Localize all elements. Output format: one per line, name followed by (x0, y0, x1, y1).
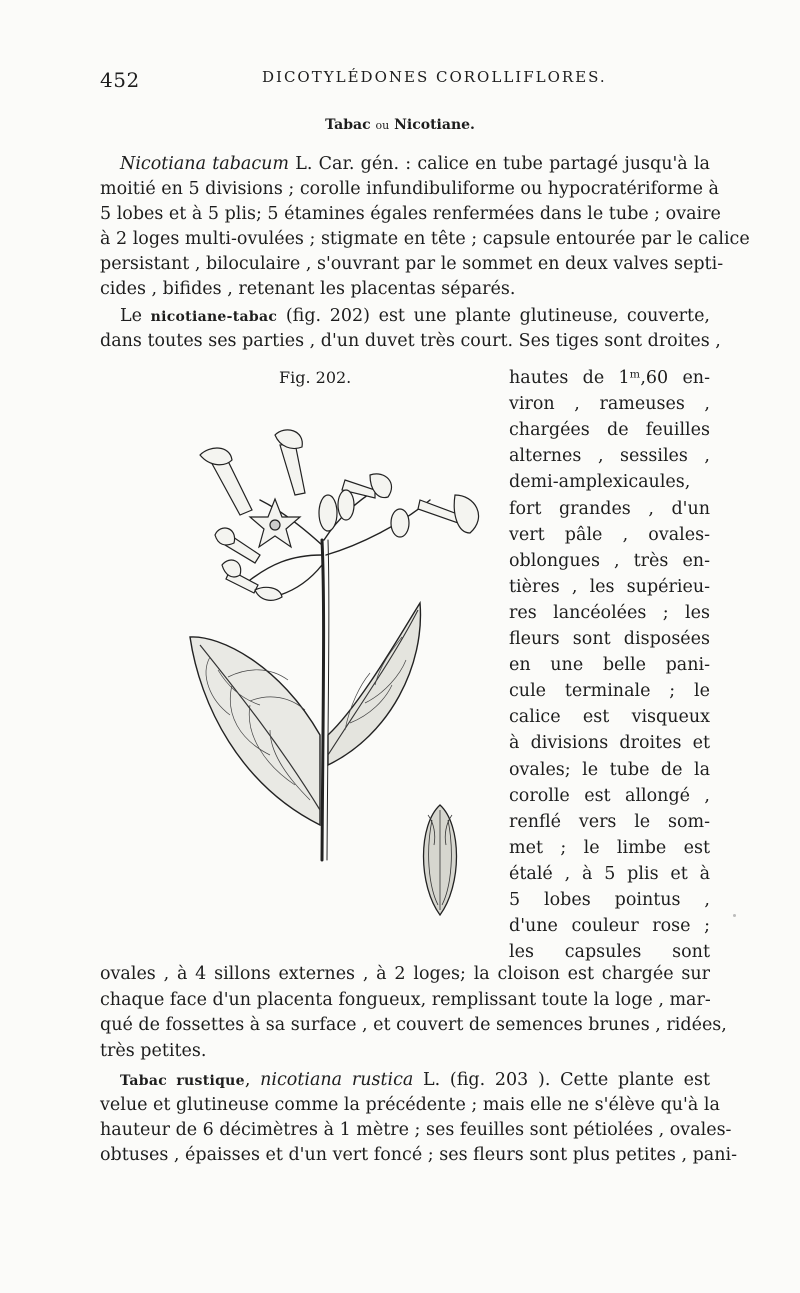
narrow-column-line: 5 lobes pointus , (509, 890, 710, 910)
narrow-column-line: en une belle pani- (509, 655, 710, 676)
narrow-column-line: chargées de feuilles (509, 420, 710, 441)
para3-line-4: obtuses , épaisses et d'un vert foncé ; ses fleurs sont plus petites , pani- (100, 1145, 737, 1165)
wide-text-line: chaque face d'un placenta fongueux, remplissant toute la loge , mar- (100, 989, 711, 1010)
wide-text-line: très petites. (100, 1040, 207, 1061)
para2-line-2: dans toutes ses parties , d'un duvet très court. Ses tiges sont droites , (100, 331, 721, 351)
figure-caption: Fig. 202. (279, 368, 352, 387)
narrow-column-line: met ; le limbe est (509, 837, 710, 858)
narrow-column-line: fort grandes , d'un (509, 498, 710, 519)
para1-line-1 (120, 152, 710, 177)
para1-line-4: à 2 loges multi-ovulées ; stigmate en tête ; capsule entourée par le calice (100, 229, 750, 249)
wide-text-line: qué de fossettes à sa surface , et couvert de semences brunes , ridées, (100, 1015, 727, 1035)
page-number: 452 (100, 68, 140, 92)
paper-speck (733, 914, 736, 917)
large-leaf-right (328, 603, 420, 765)
narrow-column-line: cule terminale ; le (509, 681, 710, 702)
section-title (0, 117, 800, 133)
narrow-column-line: demi-amplexicaules, (509, 472, 691, 493)
narrow-column-line: res lancéolées ; les (509, 602, 710, 623)
flower-cluster (200, 430, 479, 600)
large-leaf-left (190, 637, 320, 825)
section-title-alt: Nicotiane. (394, 117, 475, 133)
narrow-column-line: hautes de 1ᵐ,60 en- (509, 368, 710, 388)
para3-line-1-text: L. (fig. 203 ). Cette plante est (413, 1070, 710, 1090)
narrow-column-line: viron , rameuses , (509, 394, 710, 415)
para2-prefix: Le (120, 306, 151, 326)
para3-line-3: hauteur de 6 décimètres à 1 mètre ; ses feuilles sont pétiolées , ovales- (100, 1120, 732, 1140)
narrow-column-line: calice est visqueux (509, 707, 710, 728)
species-name-italic: Nicotiana tabacum (120, 154, 289, 174)
narrow-column-line: fleurs sont disposées (509, 629, 710, 649)
para2-line-1-text: (fig. 202) est une plante glutineuse, couverte, (277, 306, 710, 326)
running-title: DICOTYLÉDONES COROLLIFLORES. (262, 68, 607, 86)
narrow-column-line: oblongues , très en- (509, 550, 710, 571)
narrow-column-line: les capsules sont (509, 942, 710, 963)
para1-line-1-text: L. Car. gén. : calice en tube partagé jusqu'à la (289, 154, 710, 174)
narrow-column-line: renflé vers le som- (509, 811, 710, 832)
section-title-main: Tabac (325, 117, 371, 133)
seed-capsule (424, 805, 457, 915)
wide-text-line: ovales , à 4 sillons externes , à 2 loges; la cloison est chargée sur (100, 964, 710, 984)
narrow-column-line: d'une couleur rose ; (509, 916, 710, 937)
plant-name-smallcaps: nicotiane-tabac (150, 309, 278, 325)
narrow-column-line: ovales; le tube de la (509, 759, 710, 780)
narrow-column-line: tières , les supérieu- (509, 576, 710, 597)
para1-line-5: persistant , biloculaire , s'ouvrant par le sommet en deux valves septi- (100, 254, 724, 274)
para2-line-1 (120, 304, 710, 329)
para1-line-2: moitié en 5 divisions ; corolle infundibuliforme ou hypocratériforme à (100, 179, 719, 199)
para3-sep: , (244, 1070, 261, 1090)
narrow-column-line: étalé , à 5 plis et à (509, 863, 710, 884)
narrow-column-line: à divisions droites et (509, 733, 710, 754)
para3-line-2: velue et glutineuse comme la précédente ; mais elle ne s'élève qu'à la (100, 1095, 720, 1115)
para3-line-1 (120, 1068, 710, 1093)
narrow-column-line: alternes , sessiles , (509, 446, 710, 467)
species-name-italic: nicotiana rustica (260, 1070, 414, 1090)
section-title-ou: ou (375, 119, 390, 132)
para1-line-6: cides , bifides , retenant les placentas séparés. (100, 279, 516, 299)
plant-name-smallcaps: Tabac rustique (120, 1073, 245, 1089)
tobacco-plant-illustration (170, 405, 515, 950)
narrow-column-line: corolle est allongé , (509, 785, 710, 806)
para1-line-3: 5 lobes et à 5 plis; 5 étamines égales renfermées dans le tube ; ovaire (100, 204, 721, 224)
narrow-column-line: vert pâle , ovales- (509, 524, 710, 545)
